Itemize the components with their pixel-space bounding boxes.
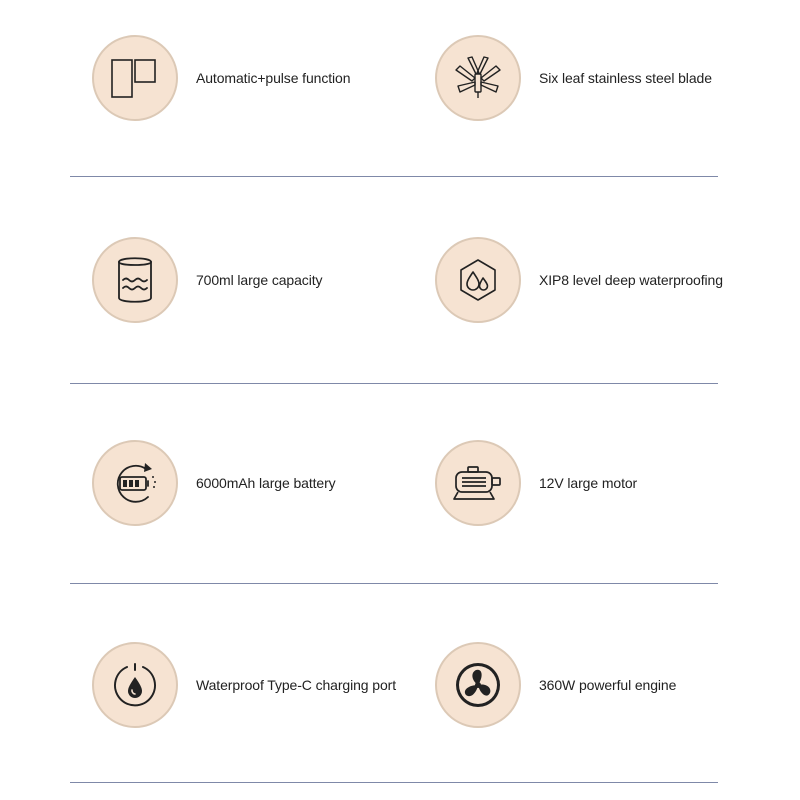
feature-battery — [92, 440, 336, 526]
feature-badge — [92, 440, 178, 526]
feature-label: Waterproof Type-C charging port — [196, 677, 396, 693]
feature-badge — [435, 237, 521, 323]
feature-badge — [435, 642, 521, 728]
water-drops-icon — [452, 254, 504, 306]
panels-icon — [109, 52, 161, 104]
divider — [70, 383, 718, 384]
feature-badge — [92, 237, 178, 323]
motor-icon — [450, 457, 506, 509]
divider — [70, 782, 718, 783]
fan-icon — [452, 659, 504, 711]
feature-label: Six leaf stainless steel blade — [539, 70, 712, 86]
feature-badge — [92, 642, 178, 728]
feature-capacity — [92, 237, 322, 323]
feature-motor — [435, 440, 637, 526]
feature-automatic-pulse — [92, 35, 350, 121]
feature-engine — [435, 642, 676, 728]
feature-label: XIP8 level deep waterproofing — [539, 272, 723, 288]
feature-badge — [92, 35, 178, 121]
feature-badge — [435, 440, 521, 526]
feature-label: Automatic+pulse function — [196, 70, 351, 86]
charging-port-icon — [109, 659, 161, 711]
feature-label: 12V large motor — [539, 475, 638, 491]
feature-label: 700ml large capacity — [196, 272, 323, 288]
blade-icon — [450, 52, 506, 104]
feature-label: 360W powerful engine — [539, 677, 677, 693]
divider — [70, 583, 718, 584]
divider — [70, 176, 718, 177]
feature-waterproofing — [435, 237, 723, 323]
feature-charging-port — [92, 642, 396, 728]
battery-charge-icon — [108, 457, 162, 509]
feature-label: 6000mAh large battery — [196, 475, 336, 491]
feature-badge — [435, 35, 521, 121]
cup-icon — [111, 254, 159, 306]
feature-blade — [435, 35, 712, 121]
